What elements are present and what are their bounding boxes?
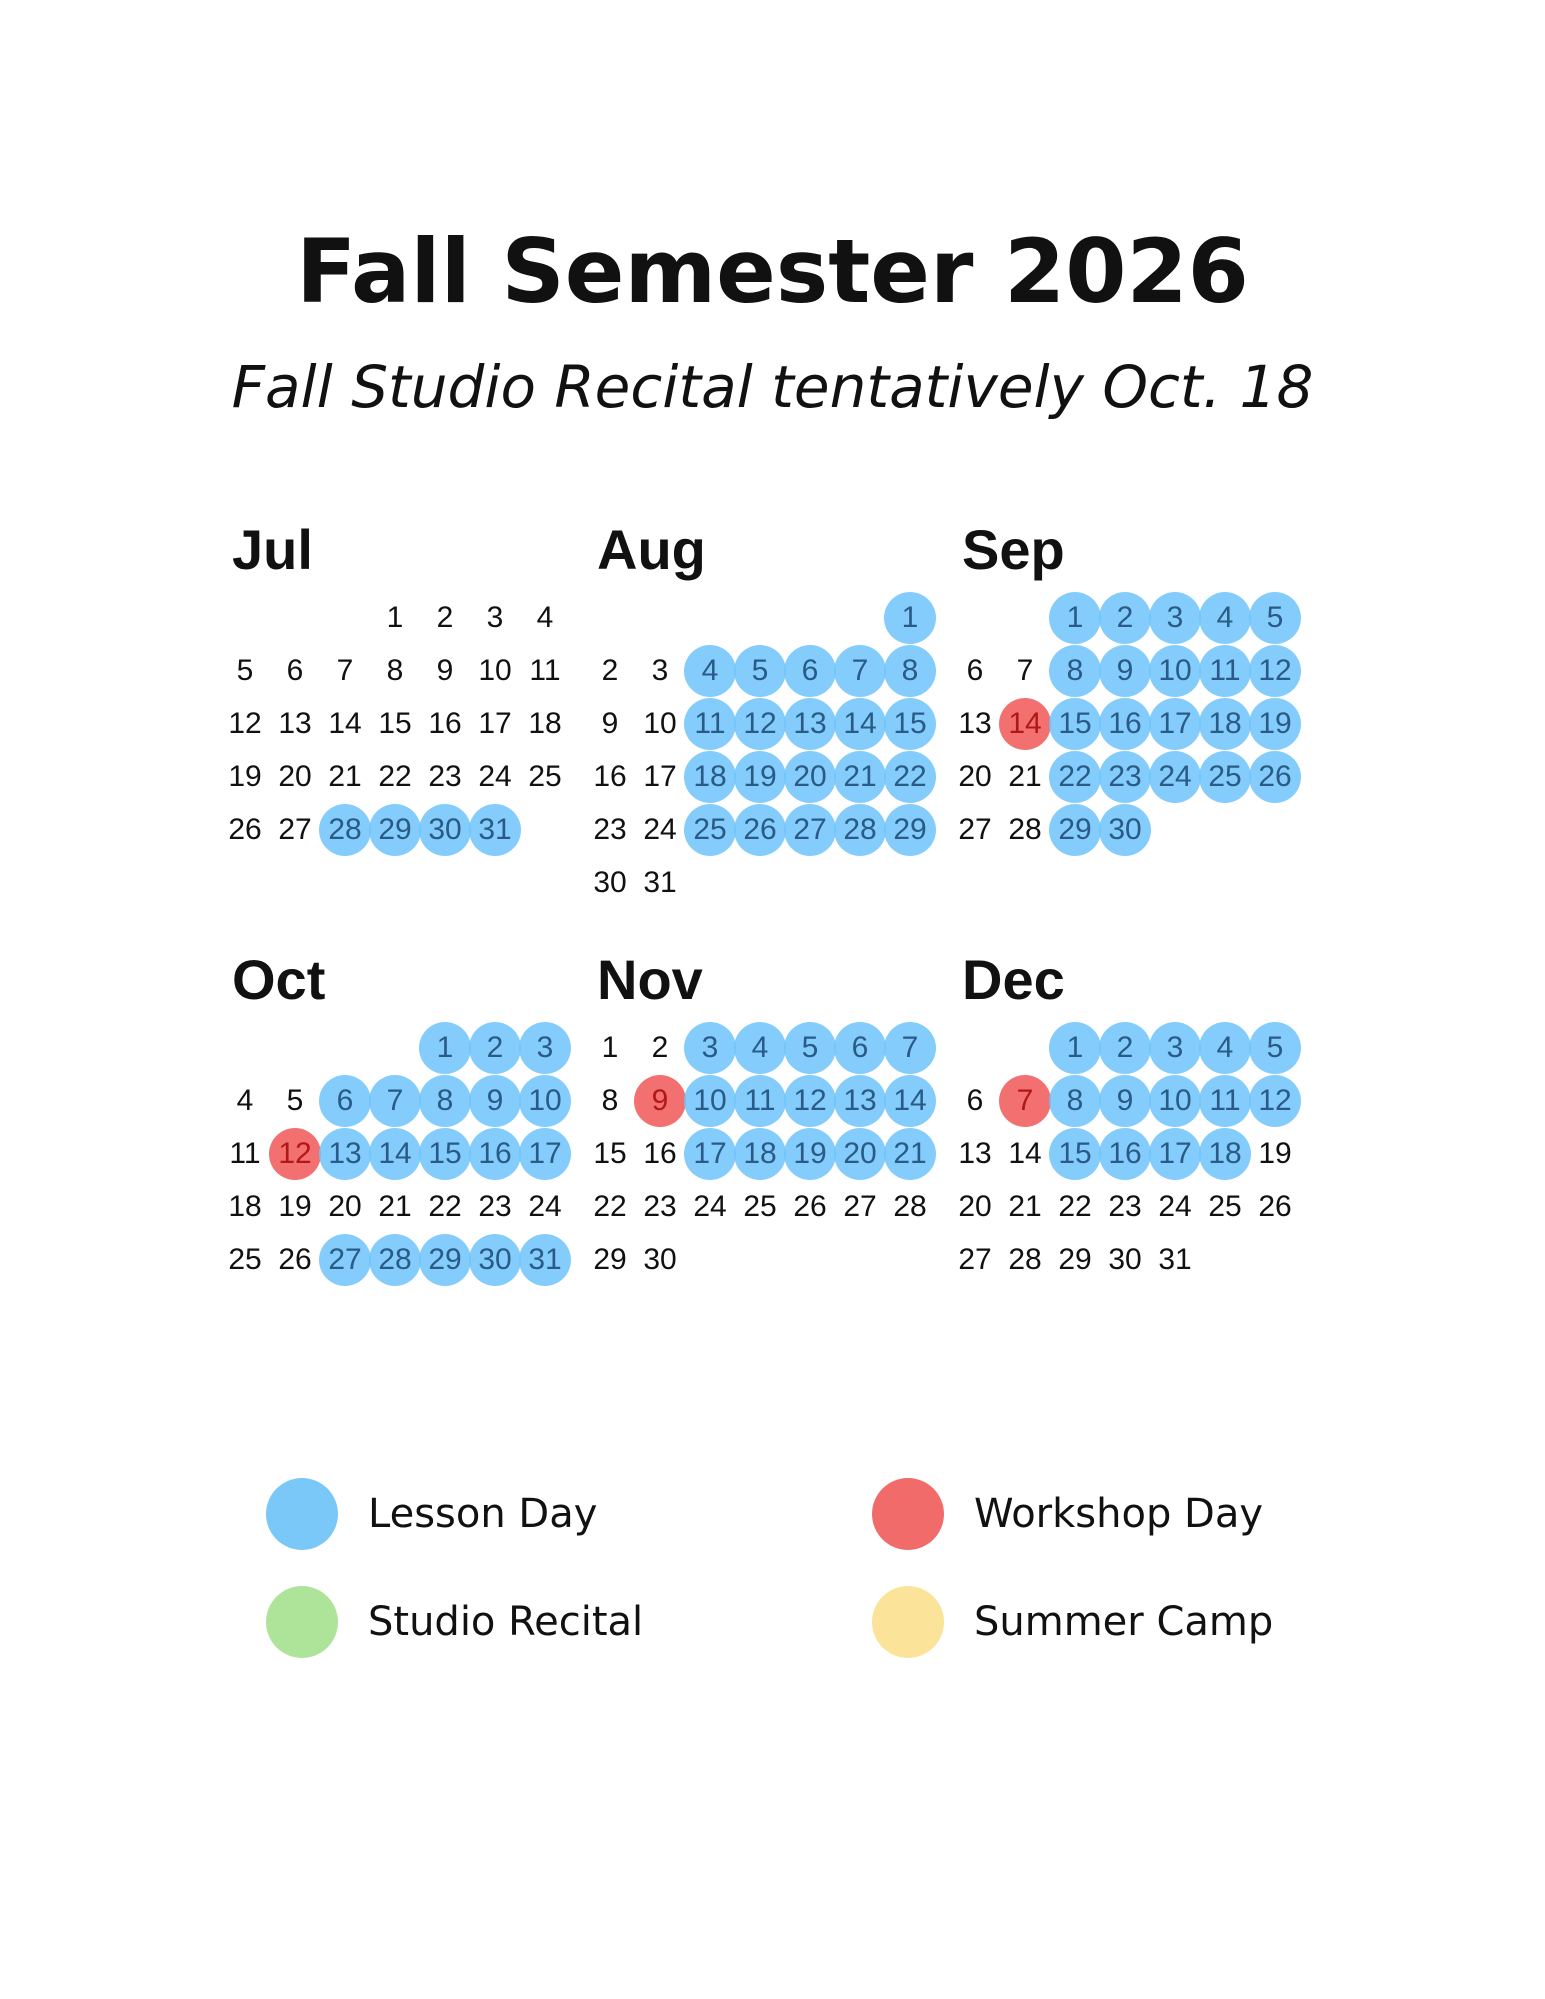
- studio-recital-swatch: [266, 1586, 338, 1658]
- day-8: 8: [1049, 645, 1101, 697]
- workshop-day-swatch: [872, 1478, 944, 1550]
- day-25: 25: [528, 760, 562, 793]
- day-17: 17: [684, 1128, 736, 1180]
- day-9: 9: [469, 1075, 521, 1127]
- day-19: 19: [1258, 1137, 1292, 1170]
- day-7: 7: [884, 1022, 936, 1074]
- day-29: 29: [1058, 1243, 1092, 1276]
- day-11: 11: [1199, 1075, 1251, 1127]
- day-10: 10: [684, 1075, 736, 1127]
- day-13: 13: [958, 707, 992, 740]
- day-24: 24: [528, 1190, 562, 1223]
- day-4: 4: [734, 1022, 786, 1074]
- lesson-day-swatch: [266, 1478, 338, 1550]
- day-29: 29: [884, 804, 936, 856]
- day-27: 27: [958, 1243, 992, 1276]
- day-28: 28: [1008, 1243, 1042, 1276]
- day-23: 23: [1108, 1190, 1142, 1223]
- day-2: 2: [436, 601, 454, 634]
- day-2: 2: [651, 1031, 669, 1064]
- day-2: 2: [1099, 1022, 1151, 1074]
- day-8: 8: [419, 1075, 471, 1127]
- day-15: 15: [593, 1137, 627, 1170]
- day-14: 14: [999, 698, 1051, 750]
- day-19: 19: [734, 751, 786, 803]
- day-26: 26: [1258, 1190, 1292, 1223]
- day-28: 28: [369, 1234, 421, 1286]
- day-17: 17: [1149, 1128, 1201, 1180]
- day-26: 26: [1249, 751, 1301, 803]
- day-29: 29: [369, 804, 421, 856]
- day-27: 27: [843, 1190, 877, 1223]
- day-27: 27: [278, 813, 312, 846]
- month-name: Sep: [962, 518, 1065, 581]
- day-26: 26: [278, 1243, 312, 1276]
- day-12: 12: [1249, 645, 1301, 697]
- day-4: 4: [1199, 1022, 1251, 1074]
- day-20: 20: [958, 760, 992, 793]
- day-23: 23: [478, 1190, 512, 1223]
- day-9: 9: [634, 1075, 686, 1127]
- day-1: 1: [386, 601, 404, 634]
- legend-label: Studio Recital: [368, 1599, 644, 1645]
- day-18: 18: [228, 1190, 262, 1223]
- day-23: 23: [428, 760, 462, 793]
- month-name: Dec: [962, 948, 1065, 1011]
- day-21: 21: [884, 1128, 936, 1180]
- day-29: 29: [419, 1234, 471, 1286]
- day-30: 30: [1108, 1243, 1142, 1276]
- day-29: 29: [593, 1243, 627, 1276]
- day-20: 20: [784, 751, 836, 803]
- day-5: 5: [1249, 1022, 1301, 1074]
- day-15: 15: [419, 1128, 471, 1180]
- day-31: 31: [469, 804, 521, 856]
- day-10: 10: [1149, 645, 1201, 697]
- day-11: 11: [684, 698, 736, 750]
- day-28: 28: [834, 804, 886, 856]
- day-27: 27: [319, 1234, 371, 1286]
- day-12: 12: [784, 1075, 836, 1127]
- day-11: 11: [734, 1075, 786, 1127]
- day-9: 9: [601, 707, 619, 740]
- day-8: 8: [601, 1084, 619, 1117]
- day-25: 25: [228, 1243, 262, 1276]
- day-18: 18: [1199, 698, 1251, 750]
- page-title: Fall Semester 2026: [296, 220, 1249, 323]
- day-10: 10: [519, 1075, 571, 1127]
- day-14: 14: [834, 698, 886, 750]
- month-name: Aug: [597, 518, 706, 581]
- day-21: 21: [1008, 1190, 1042, 1223]
- day-13: 13: [784, 698, 836, 750]
- day-30: 30: [593, 866, 627, 899]
- day-20: 20: [834, 1128, 886, 1180]
- day-21: 21: [834, 751, 886, 803]
- day-7: 7: [834, 645, 886, 697]
- day-22: 22: [593, 1190, 627, 1223]
- day-30: 30: [469, 1234, 521, 1286]
- day-25: 25: [684, 804, 736, 856]
- day-16: 16: [1099, 698, 1151, 750]
- day-4: 4: [236, 1084, 254, 1117]
- legend-label: Lesson Day: [368, 1491, 598, 1537]
- month-name: Jul: [232, 518, 313, 581]
- day-20: 20: [278, 760, 312, 793]
- day-3: 3: [651, 654, 669, 687]
- day-6: 6: [966, 654, 984, 687]
- day-5: 5: [236, 654, 254, 687]
- day-5: 5: [1249, 592, 1301, 644]
- day-8: 8: [884, 645, 936, 697]
- day-3: 3: [1149, 1022, 1201, 1074]
- day-15: 15: [1049, 698, 1101, 750]
- day-3: 3: [519, 1022, 571, 1074]
- day-17: 17: [1149, 698, 1201, 750]
- legend-label: Summer Camp: [974, 1599, 1274, 1645]
- day-27: 27: [958, 813, 992, 846]
- day-15: 15: [884, 698, 936, 750]
- day-8: 8: [1049, 1075, 1101, 1127]
- day-14: 14: [884, 1075, 936, 1127]
- day-1: 1: [1049, 1022, 1101, 1074]
- day-14: 14: [1008, 1137, 1042, 1170]
- day-18: 18: [528, 707, 562, 740]
- day-7: 7: [369, 1075, 421, 1127]
- day-24: 24: [693, 1190, 727, 1223]
- day-30: 30: [419, 804, 471, 856]
- day-22: 22: [428, 1190, 462, 1223]
- day-15: 15: [378, 707, 412, 740]
- day-5: 5: [734, 645, 786, 697]
- day-26: 26: [734, 804, 786, 856]
- day-27: 27: [784, 804, 836, 856]
- day-24: 24: [1158, 1190, 1192, 1223]
- day-28: 28: [893, 1190, 927, 1223]
- month-name: Oct: [232, 948, 326, 1011]
- day-3: 3: [684, 1022, 736, 1074]
- day-23: 23: [1099, 751, 1151, 803]
- day-3: 3: [1149, 592, 1201, 644]
- day-18: 18: [734, 1128, 786, 1180]
- day-17: 17: [643, 760, 677, 793]
- day-20: 20: [958, 1190, 992, 1223]
- day-1: 1: [884, 592, 936, 644]
- day-13: 13: [278, 707, 312, 740]
- day-21: 21: [328, 760, 362, 793]
- day-14: 14: [369, 1128, 421, 1180]
- day-6: 6: [319, 1075, 371, 1127]
- day-22: 22: [1058, 1190, 1092, 1223]
- day-12: 12: [228, 707, 262, 740]
- day-6: 6: [286, 654, 304, 687]
- day-11: 11: [529, 654, 561, 687]
- day-17: 17: [478, 707, 512, 740]
- day-22: 22: [1049, 751, 1101, 803]
- day-4: 4: [536, 601, 554, 634]
- day-22: 22: [884, 751, 936, 803]
- day-9: 9: [1099, 645, 1151, 697]
- day-6: 6: [784, 645, 836, 697]
- day-2: 2: [601, 654, 619, 687]
- day-30: 30: [643, 1243, 677, 1276]
- day-19: 19: [784, 1128, 836, 1180]
- day-31: 31: [519, 1234, 571, 1286]
- day-26: 26: [228, 813, 262, 846]
- day-16: 16: [1099, 1128, 1151, 1180]
- day-24: 24: [1149, 751, 1201, 803]
- day-18: 18: [1199, 1128, 1251, 1180]
- day-7: 7: [1016, 654, 1034, 687]
- day-13: 13: [319, 1128, 371, 1180]
- day-16: 16: [469, 1128, 521, 1180]
- day-12: 12: [1249, 1075, 1301, 1127]
- day-1: 1: [419, 1022, 471, 1074]
- day-9: 9: [436, 654, 454, 687]
- day-4: 4: [684, 645, 736, 697]
- day-7: 7: [336, 654, 354, 687]
- day-6: 6: [834, 1022, 886, 1074]
- day-31: 31: [1158, 1243, 1192, 1276]
- day-18: 18: [684, 751, 736, 803]
- page-subtitle: Fall Studio Recital tentatively Oct. 18: [231, 353, 1314, 421]
- day-1: 1: [1049, 592, 1101, 644]
- day-29: 29: [1049, 804, 1101, 856]
- day-11: 11: [1199, 645, 1251, 697]
- day-10: 10: [478, 654, 512, 687]
- day-7: 7: [999, 1075, 1051, 1127]
- day-16: 16: [593, 760, 627, 793]
- day-12: 12: [269, 1128, 321, 1180]
- month-name: Nov: [597, 948, 703, 1011]
- day-28: 28: [319, 804, 371, 856]
- day-24: 24: [643, 813, 677, 846]
- day-30: 30: [1099, 804, 1151, 856]
- day-26: 26: [793, 1190, 827, 1223]
- day-13: 13: [834, 1075, 886, 1127]
- day-24: 24: [478, 760, 512, 793]
- day-19: 19: [228, 760, 262, 793]
- day-14: 14: [328, 707, 362, 740]
- day-23: 23: [643, 1190, 677, 1223]
- day-28: 28: [1008, 813, 1042, 846]
- day-16: 16: [643, 1137, 677, 1170]
- day-25: 25: [743, 1190, 777, 1223]
- summer-camp-swatch: [872, 1586, 944, 1658]
- day-19: 19: [1249, 698, 1301, 750]
- legend-label: Workshop Day: [974, 1491, 1264, 1537]
- day-22: 22: [378, 760, 412, 793]
- day-5: 5: [286, 1084, 304, 1117]
- day-10: 10: [1149, 1075, 1201, 1127]
- day-10: 10: [643, 707, 677, 740]
- day-31: 31: [643, 866, 677, 899]
- day-2: 2: [1099, 592, 1151, 644]
- day-21: 21: [378, 1190, 412, 1223]
- day-12: 12: [734, 698, 786, 750]
- day-15: 15: [1049, 1128, 1101, 1180]
- day-6: 6: [966, 1084, 984, 1117]
- day-2: 2: [469, 1022, 521, 1074]
- day-11: 11: [229, 1137, 261, 1170]
- day-16: 16: [428, 707, 462, 740]
- day-25: 25: [1208, 1190, 1242, 1223]
- day-13: 13: [958, 1137, 992, 1170]
- day-20: 20: [328, 1190, 362, 1223]
- day-3: 3: [486, 601, 504, 634]
- day-4: 4: [1199, 592, 1251, 644]
- day-25: 25: [1199, 751, 1251, 803]
- day-8: 8: [386, 654, 404, 687]
- day-21: 21: [1008, 760, 1042, 793]
- day-19: 19: [278, 1190, 312, 1223]
- day-9: 9: [1099, 1075, 1151, 1127]
- day-17: 17: [519, 1128, 571, 1180]
- day-1: 1: [601, 1031, 619, 1064]
- day-23: 23: [593, 813, 627, 846]
- day-5: 5: [784, 1022, 836, 1074]
